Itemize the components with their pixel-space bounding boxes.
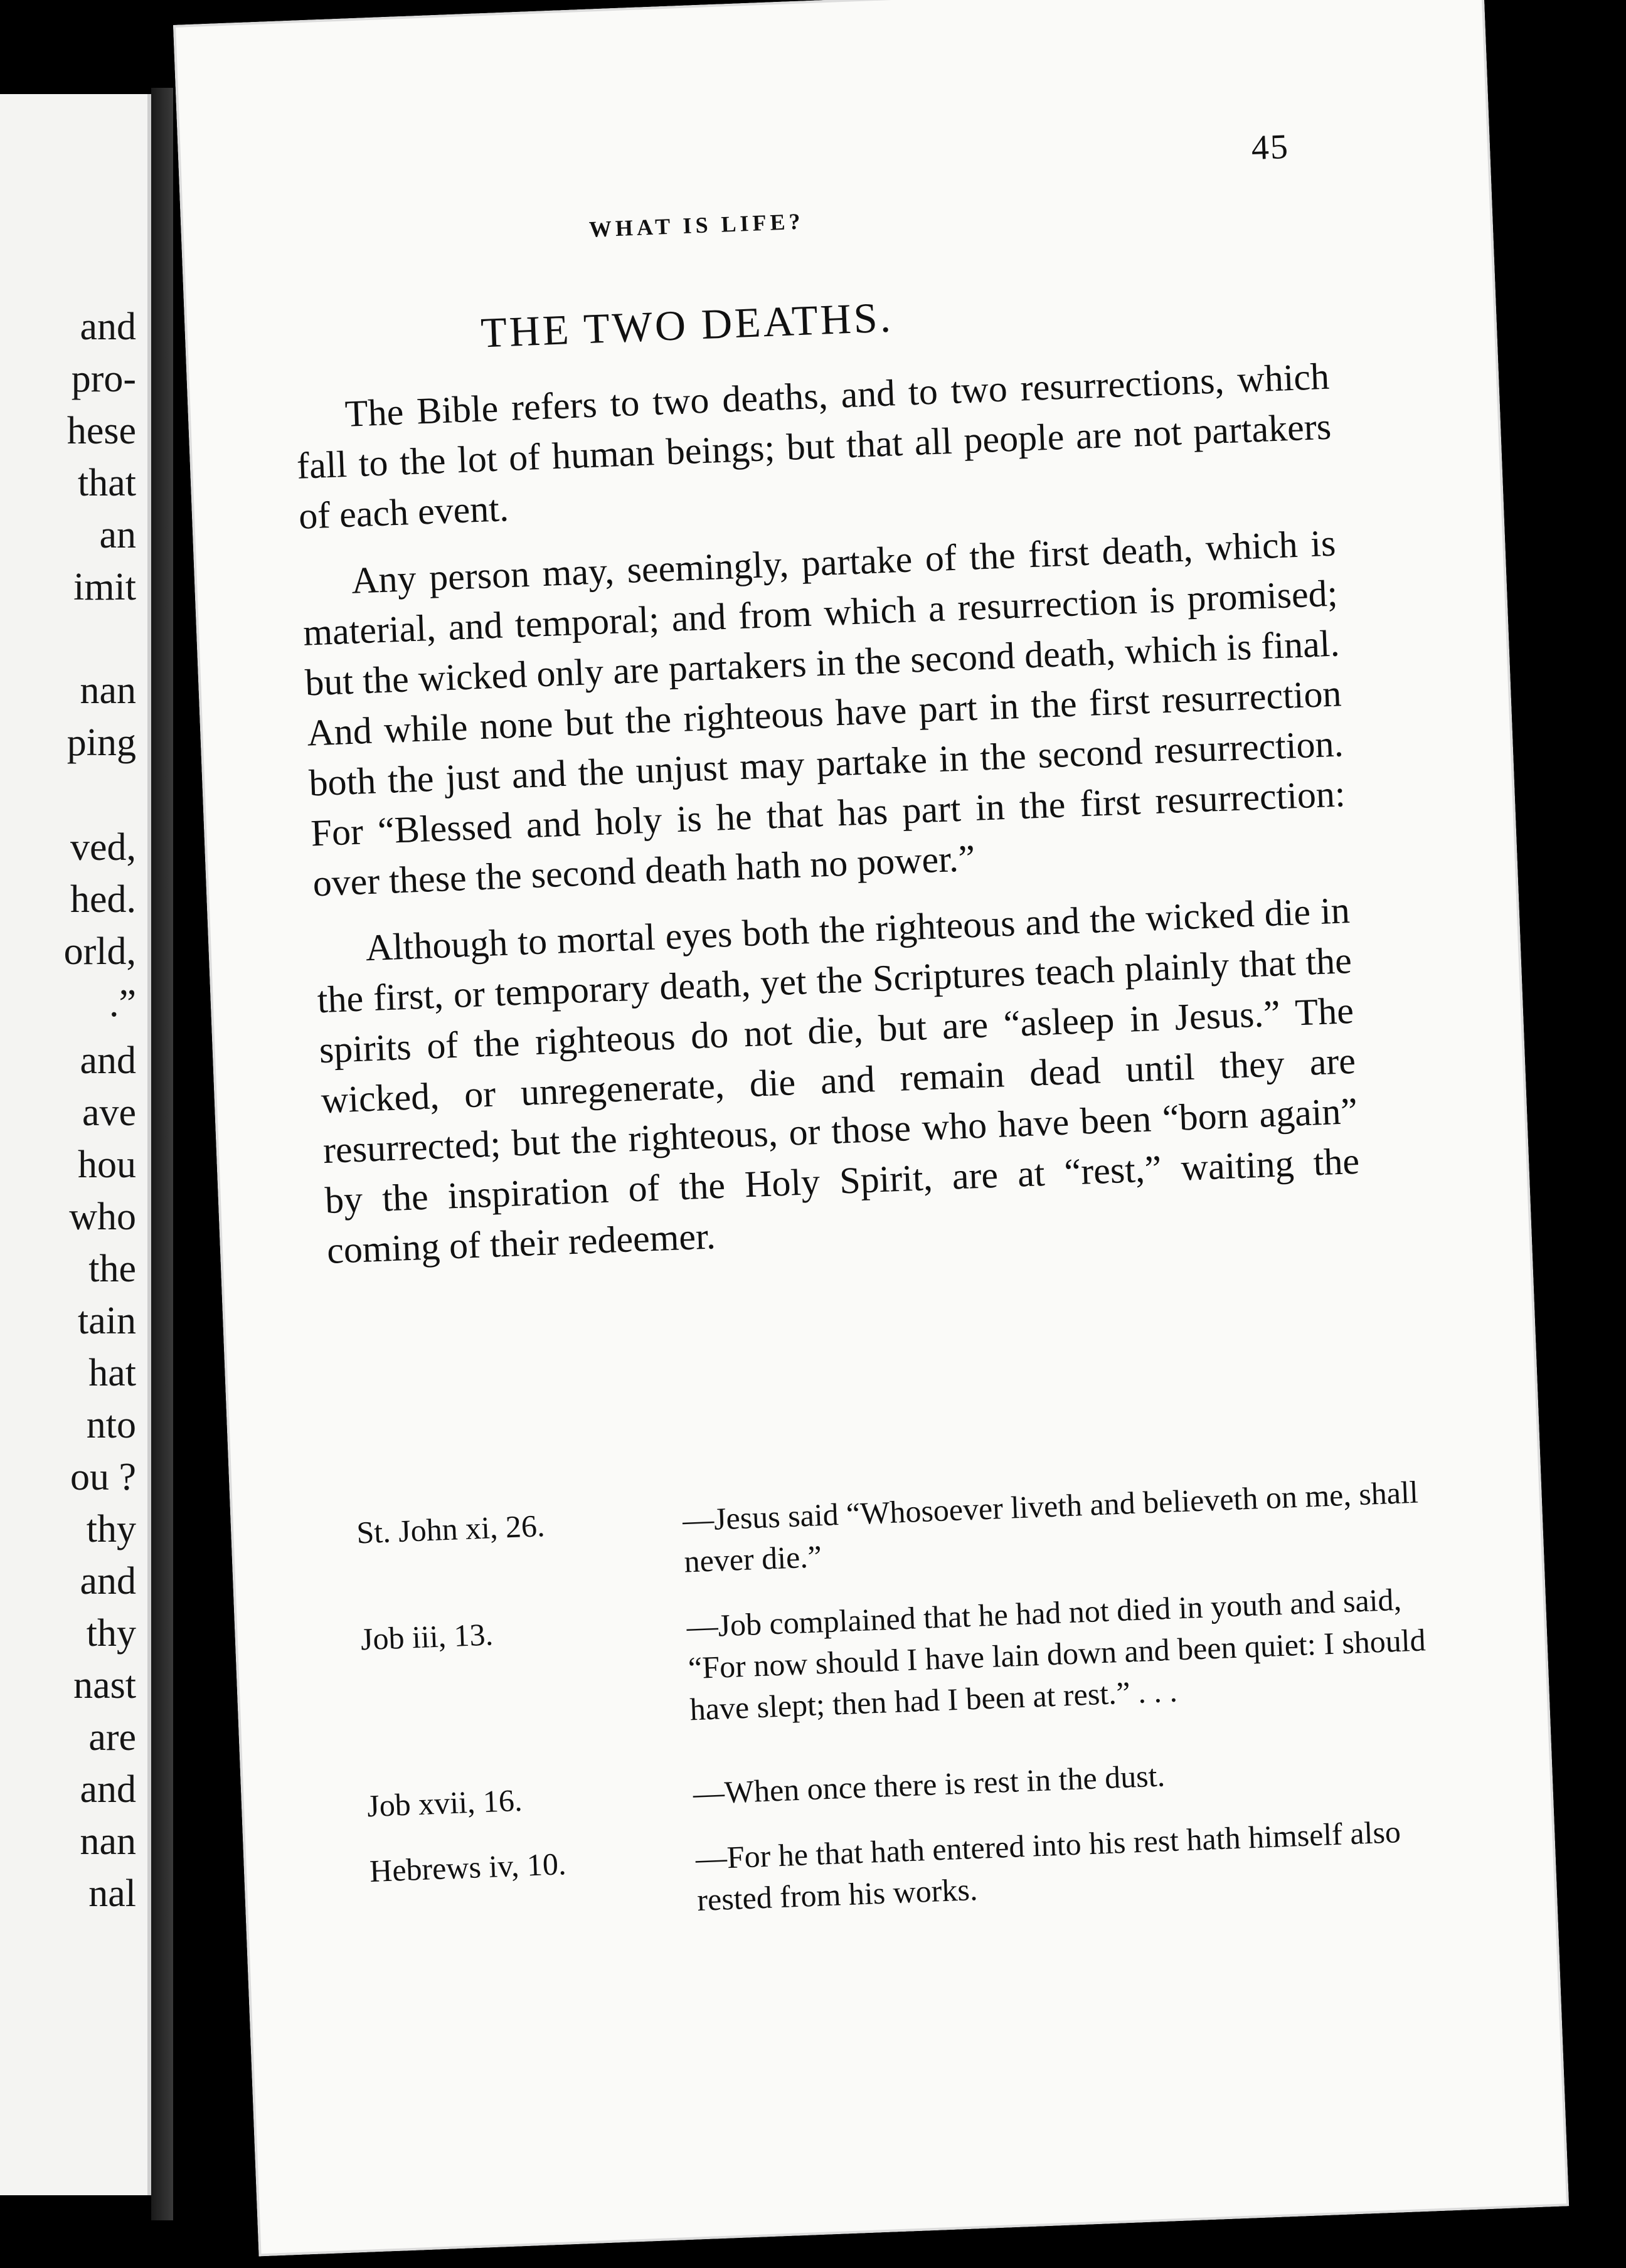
- reference-citation: Hebrews iv, 10.: [369, 1846, 567, 1889]
- facing-page-line-fragment: imit: [73, 566, 136, 608]
- reference-text: —Jesus said “Whosoever liveth and believeth on me, shall never die.”: [682, 1474, 1419, 1579]
- facing-page-line-fragment: the: [88, 1248, 136, 1290]
- book-gutter: [151, 88, 173, 2220]
- facing-page-line-fragment: orld,: [63, 930, 136, 973]
- facing-page-line-fragment: nal: [88, 1872, 136, 1915]
- facing-page-line-fragment: nan: [80, 1820, 136, 1863]
- facing-page-line-fragment: an: [99, 514, 136, 556]
- reference-row: [356, 1471, 1425, 1594]
- facing-page-line-fragment: and: [80, 1039, 136, 1082]
- facing-page-fragment: [0, 94, 151, 2195]
- facing-page-line-fragment: tain: [78, 1300, 136, 1342]
- facing-page-line-fragment: hed.: [70, 878, 136, 921]
- facing-page-line-fragment: ave: [82, 1091, 136, 1134]
- reference-citation: Job iii, 13.: [359, 1616, 494, 1657]
- facing-page-line-fragment: that: [78, 462, 136, 504]
- facing-page-line-fragment: hat: [88, 1352, 136, 1394]
- reference-row: [369, 1810, 1438, 1933]
- facing-page-line-fragment: ou ?: [70, 1456, 136, 1498]
- facing-page-line-fragment: nast: [73, 1664, 136, 1707]
- page-number: 45: [1250, 127, 1290, 168]
- scripture-references: [356, 1471, 1438, 1957]
- facing-page-line-fragment: nto: [86, 1404, 136, 1446]
- chapter-title: THE TWO DEATHS.: [479, 293, 894, 357]
- book-page: [173, 0, 1569, 2256]
- facing-page-line-fragment: ved,: [70, 826, 136, 869]
- reference-text: —For he that hath entered into his rest hath himself also rested from his works.: [694, 1814, 1401, 1918]
- facing-page-line-fragment: thy: [86, 1508, 136, 1550]
- facing-page-line-fragment: hou: [78, 1143, 136, 1186]
- reference-citation: Job xvii, 16.: [366, 1782, 523, 1824]
- reference-text: —When once there is rest in the dust.: [692, 1757, 1166, 1811]
- facing-page-line-fragment: and: [80, 1560, 136, 1603]
- facing-page-line-fragment: nan: [80, 669, 136, 712]
- reference-text: —Job complained that he had not died in youth and said, “For now should I have lain down and been quiet: I should have slept; then had I been at rest.” . . .: [686, 1581, 1427, 1727]
- paragraph: The Bible refers to two deaths, and to two resurrections, which fall to the lot of human beings; but that all people are not partakers of each event.: [295, 355, 1332, 537]
- reference-citation: St. John xi, 26.: [356, 1508, 546, 1550]
- facing-page-line-fragment: are: [88, 1716, 136, 1759]
- paragraph: Any person may, seemingly, partake of the first death, which is material, and temporal; and from which a resurrection is promised; but the wicked only are partakers in the second death, which is final. And while none but the righteous have part in the first resurrection both the just and the unjust may partake in the second resurrection. For “Blessed and holy is he that has part in the first resurrection: over these the second death hath no power.”: [302, 522, 1346, 904]
- facing-page-line-fragment: thy: [86, 1612, 136, 1655]
- body-text: [294, 351, 1363, 1292]
- facing-page-line-fragment: pro-: [71, 358, 136, 400]
- paragraph: Although to mortal eyes both the righteous and the wicked die in the first, or temporary death, yet the Scriptures teach plainly that the spirits of the righteous do not die, but are “asleep in Jesus.” The wicked, or unregenerate, die and remain dead until they are resurrected; but the righteous, or those who have been “born again” by the inspiration of the Holy Spirit, are at “rest,” waiting the coming of their redeemer.: [316, 889, 1361, 1272]
- running-head: WHAT IS LIFE?: [588, 208, 805, 242]
- facing-page-line-fragment: .”: [109, 982, 136, 1025]
- reference-row: [360, 1577, 1430, 1742]
- facing-page-line-fragment: who: [69, 1195, 136, 1238]
- facing-page-line-fragment: ping: [66, 721, 136, 764]
- facing-page-line-fragment: and: [80, 305, 136, 348]
- facing-page-line-fragment: and: [80, 1768, 136, 1811]
- facing-page-line-fragment: hese: [66, 410, 136, 452]
